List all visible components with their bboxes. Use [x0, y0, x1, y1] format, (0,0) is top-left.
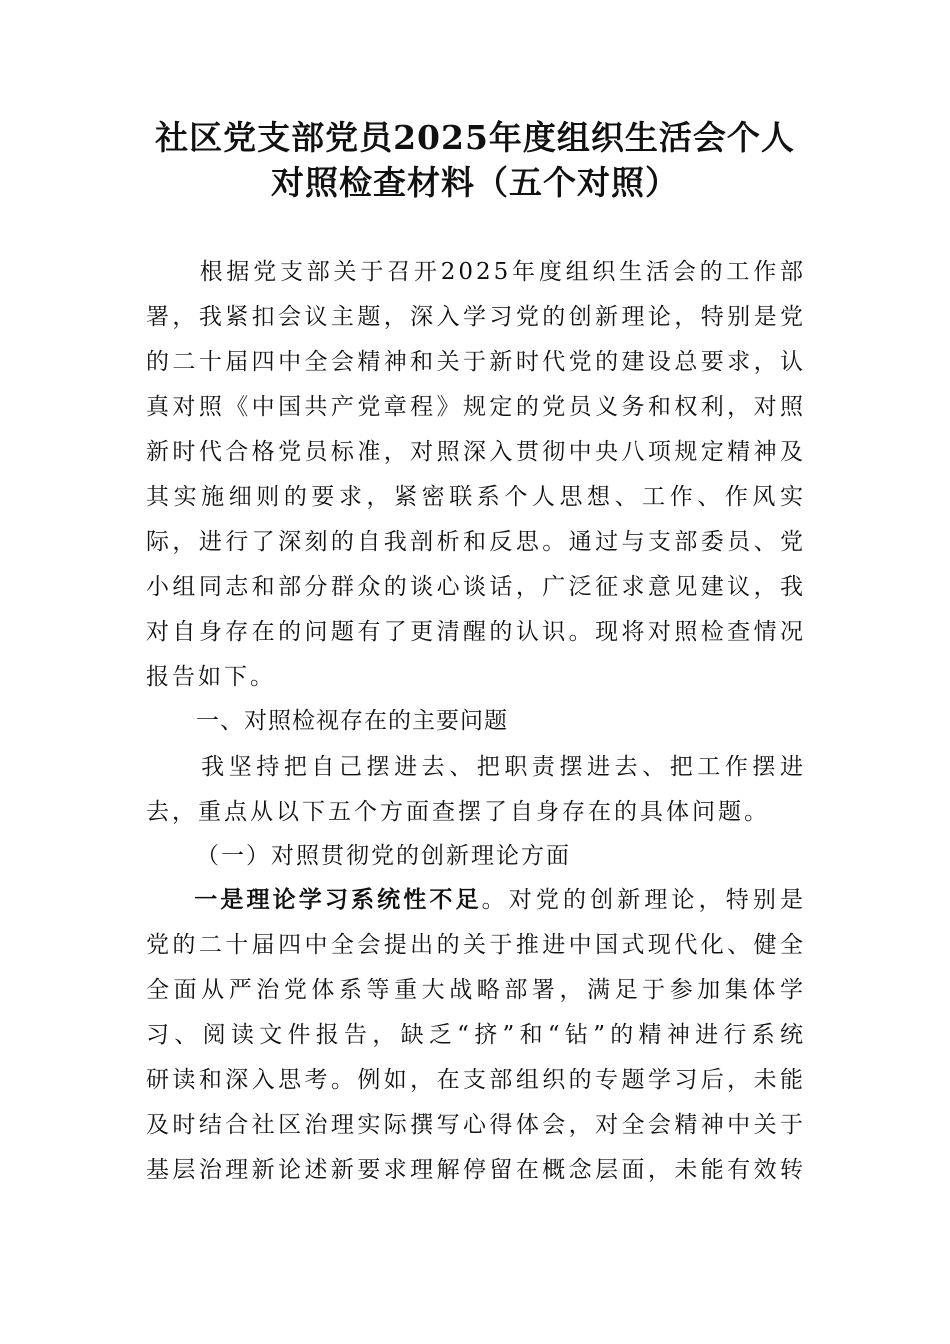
point-paragraph-first-line — [146, 878, 806, 924]
section-heading: 一、对照检视存在的主要问题 — [196, 708, 508, 734]
intro-line: 对自身存在的问题有了更清醒的认识。现将对照检查情况 — [146, 619, 806, 645]
intro-line: 际，进行了深刻的自我剖析和反思。通过与支部委员、党 — [146, 529, 806, 555]
point-lead: 一是理论学习系统性不足 — [194, 887, 482, 913]
point-paragraph-line: 及时结合社区治理实际撰写心得体会，对全会精神中关于 — [146, 1112, 806, 1138]
point-paragraph-line: 党的二十届四中全会提出的关于推进中国式现代化、健全 — [146, 932, 806, 958]
intro-line: 小组同志和部分群众的谈心谈话，广泛征求意见建议，我 — [146, 574, 806, 600]
point-paragraph-line: 习、阅读文件报告，缺乏“挤”和“钻”的精神进行系统 — [146, 1022, 806, 1048]
document-title-line-1: 社区党支部党员2025年度组织生活会个人 — [155, 118, 795, 157]
subsection-heading: （一）对照贯彻党的创新理论方面 — [196, 843, 571, 869]
intro-line: 新时代合格党员标准，对照深入贯彻中央八项规定精神及 — [146, 439, 806, 465]
section-paragraph-line: 我坚持把自己摆进去、把职责摆进去、把工作摆进 — [146, 754, 806, 780]
point-paragraph-line: 研读和深入思考。例如，在支部组织的专题学习后，未能 — [146, 1067, 806, 1093]
intro-line: 真对照《中国共产党章程》规定的党员义务和权利，对照 — [146, 394, 806, 420]
intro-line: 其实施细则的要求，紧密联系个人思想、工作、作风实 — [146, 484, 806, 510]
intro-line: 的二十届四中全会精神和关于新时代党的建设总要求，认 — [146, 349, 806, 375]
intro-line: 根据党支部关于召开2025年度组织生活会的工作部 — [146, 259, 806, 285]
document-title-line-2: 对照检查材料（五个对照） — [271, 163, 679, 202]
intro-line: 报告如下。 — [146, 664, 276, 690]
point-lead-rest: 。对党的创新理论，特别是 — [481, 887, 806, 913]
point-paragraph-line: 全面从严治党体系等重大战略部署，满足于参加集体学 — [146, 977, 806, 1003]
section-paragraph-line: 去，重点从以下五个方面查摆了自身存在的具体问题。 — [146, 799, 770, 825]
point-paragraph-line: 基层治理新论述新要求理解停留在概念层面，未能有效转 — [146, 1157, 806, 1183]
intro-line: 署，我紧扣会议主题，深入学习党的创新理论，特别是党 — [146, 304, 806, 330]
